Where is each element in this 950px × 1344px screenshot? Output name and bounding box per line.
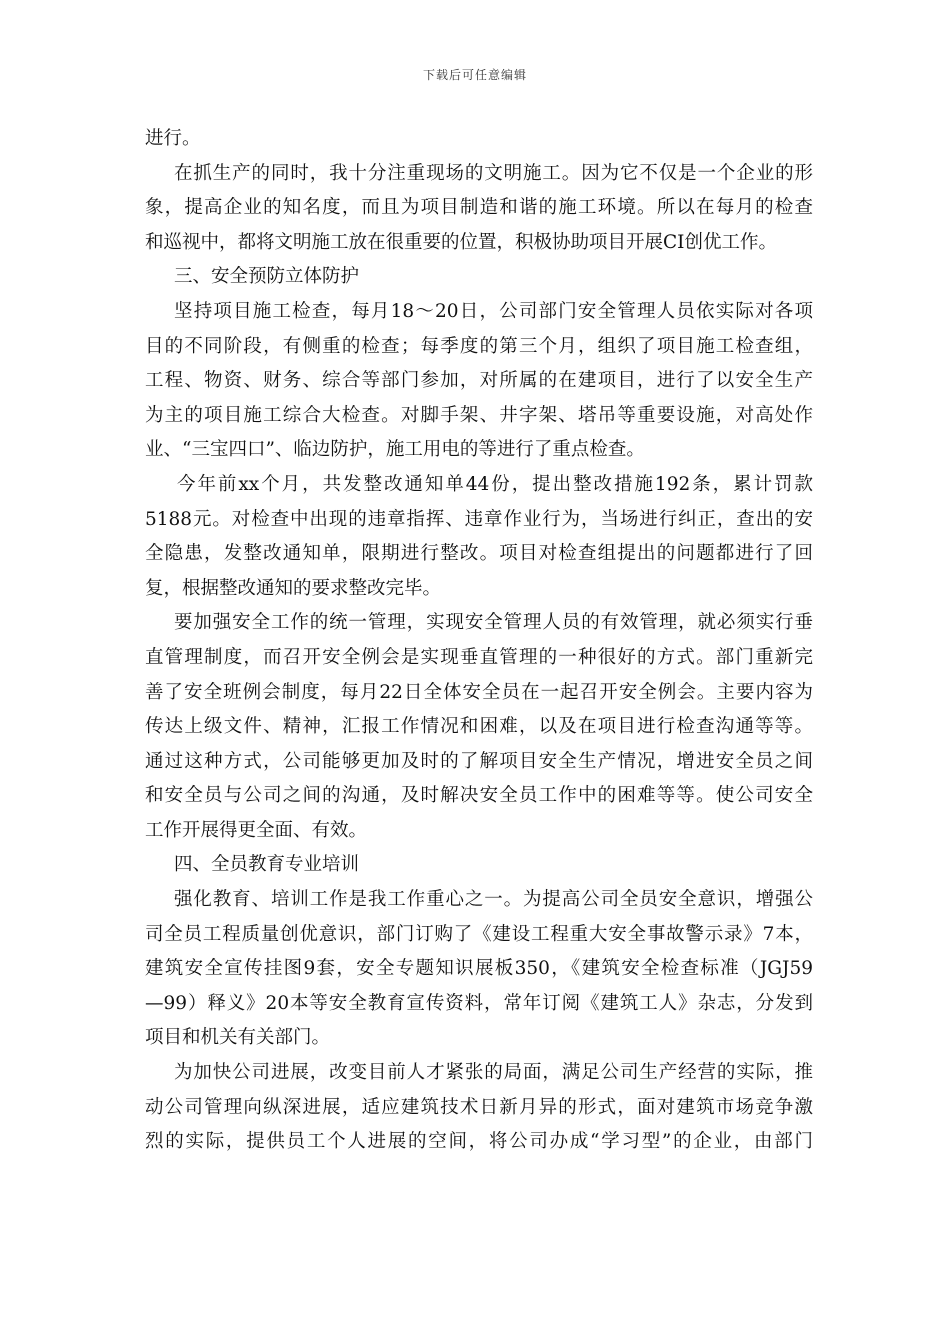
text-line: 烈的实际，提供员工个人进展的空间，将公司办成“学习型”的企业，由部门 xyxy=(145,1131,813,1153)
text-line: 要加强安全工作的统一管理，实现安全管理人员的有效管理，就必须实行垂 xyxy=(174,612,813,634)
text-line: 5188元。对检查中出现的违章指挥、违章作业行为，当场进行纠正，查出的安 xyxy=(145,508,813,530)
text-line: 进行。 xyxy=(145,128,201,149)
text-line: 工程、物资、财务、综合等部门参加，对所属的在建项目，进行了以安全生产 xyxy=(145,370,813,392)
text-line: 坚持项目施工检查，每月18～20日，公司部门安全管理人员依实际对各项 xyxy=(174,300,813,322)
document-body xyxy=(145,122,813,1160)
text-line: 动公司管理向纵深进展，适应建筑技术日新月异的形式，面对建筑市场竞争激 xyxy=(145,1096,813,1118)
text-line: 传达上级文件、精神，汇报工作情况和困难，以及在项目进行检查沟通等等。 xyxy=(145,716,813,738)
text-line: 直管理制度，而召开安全例会是实现垂直管理的一种很好的方式。部门重新完 xyxy=(145,646,813,668)
text-line: 全隐患，发整改通知单，限期进行整改。项目对检查组提出的问题都进行了回 xyxy=(145,543,813,565)
text-line: 三、安全预防立体防护 xyxy=(174,266,360,288)
page-header: 下载后可任意编辑 xyxy=(422,68,527,82)
text-line: 象，提高企业的知名度，而且为项目制造和谐的施工环境。所以在每月的检查 xyxy=(145,197,813,219)
text-line: 通过这种方式，公司能够更加及时的了解项目安全生产情况，增进安全员之间 xyxy=(145,750,813,772)
text-line: 业、“三宝四口”、临边防护，施工用电的等进行了重点检查。 xyxy=(145,439,645,461)
text-line: 四、全员教育专业培训 xyxy=(174,854,360,876)
text-line: 建筑安全宣传挂图9套，安全专题知识展板350，《建筑安全检查标准（JGJ59 xyxy=(145,958,813,980)
text-line: 工作开展得更全面、有效。 xyxy=(145,819,368,841)
text-line: 在抓生产的同时，我十分注重现场的文明施工。因为它不仅是一个企业的形 xyxy=(174,162,813,184)
text-line: 和巡视中，都将文明施工放在很重要的位置，积极协助项目开展CI创优工作。 xyxy=(145,231,777,253)
text-line: 复，根据整改通知的要求整改完毕。 xyxy=(145,577,442,599)
text-line: 善了安全班例会制度，每月22日全体安全员在一起召开安全例会。主要内容为 xyxy=(145,681,813,703)
text-line: 为加快公司进展，改变目前人才紧张的局面，满足公司生产经营的实际，推 xyxy=(174,1062,813,1084)
text-line: 目的不同阶段，有侧重的检查；每季度的第三个月，组织了项目施工检查组， xyxy=(145,335,813,357)
text-line: 项目和机关有关部门。 xyxy=(145,1027,331,1049)
text-line: 今年前xx个月，共发整改通知单44份，提出整改措施192条，累计罚款 xyxy=(177,473,813,495)
text-line: 强化教育、培训工作是我工作重心之一。为提高公司全员安全意识，增强公 xyxy=(174,889,813,911)
text-line: 和安全员与公司之间的沟通，及时解决安全员工作中的困难等等。使公司安全 xyxy=(145,785,813,807)
text-line: 司全员工程质量创优意识，部门订购了《建设工程重大安全事故警示录》7本， xyxy=(145,923,813,945)
text-line: —99）释义》20本等安全教育宣传资料，常年订阅《建筑工人》杂志，分发到 xyxy=(145,992,813,1014)
text-line: 为主的项目施工综合大检查。对脚手架、井字架、塔吊等重要设施，对高处作 xyxy=(145,404,813,426)
